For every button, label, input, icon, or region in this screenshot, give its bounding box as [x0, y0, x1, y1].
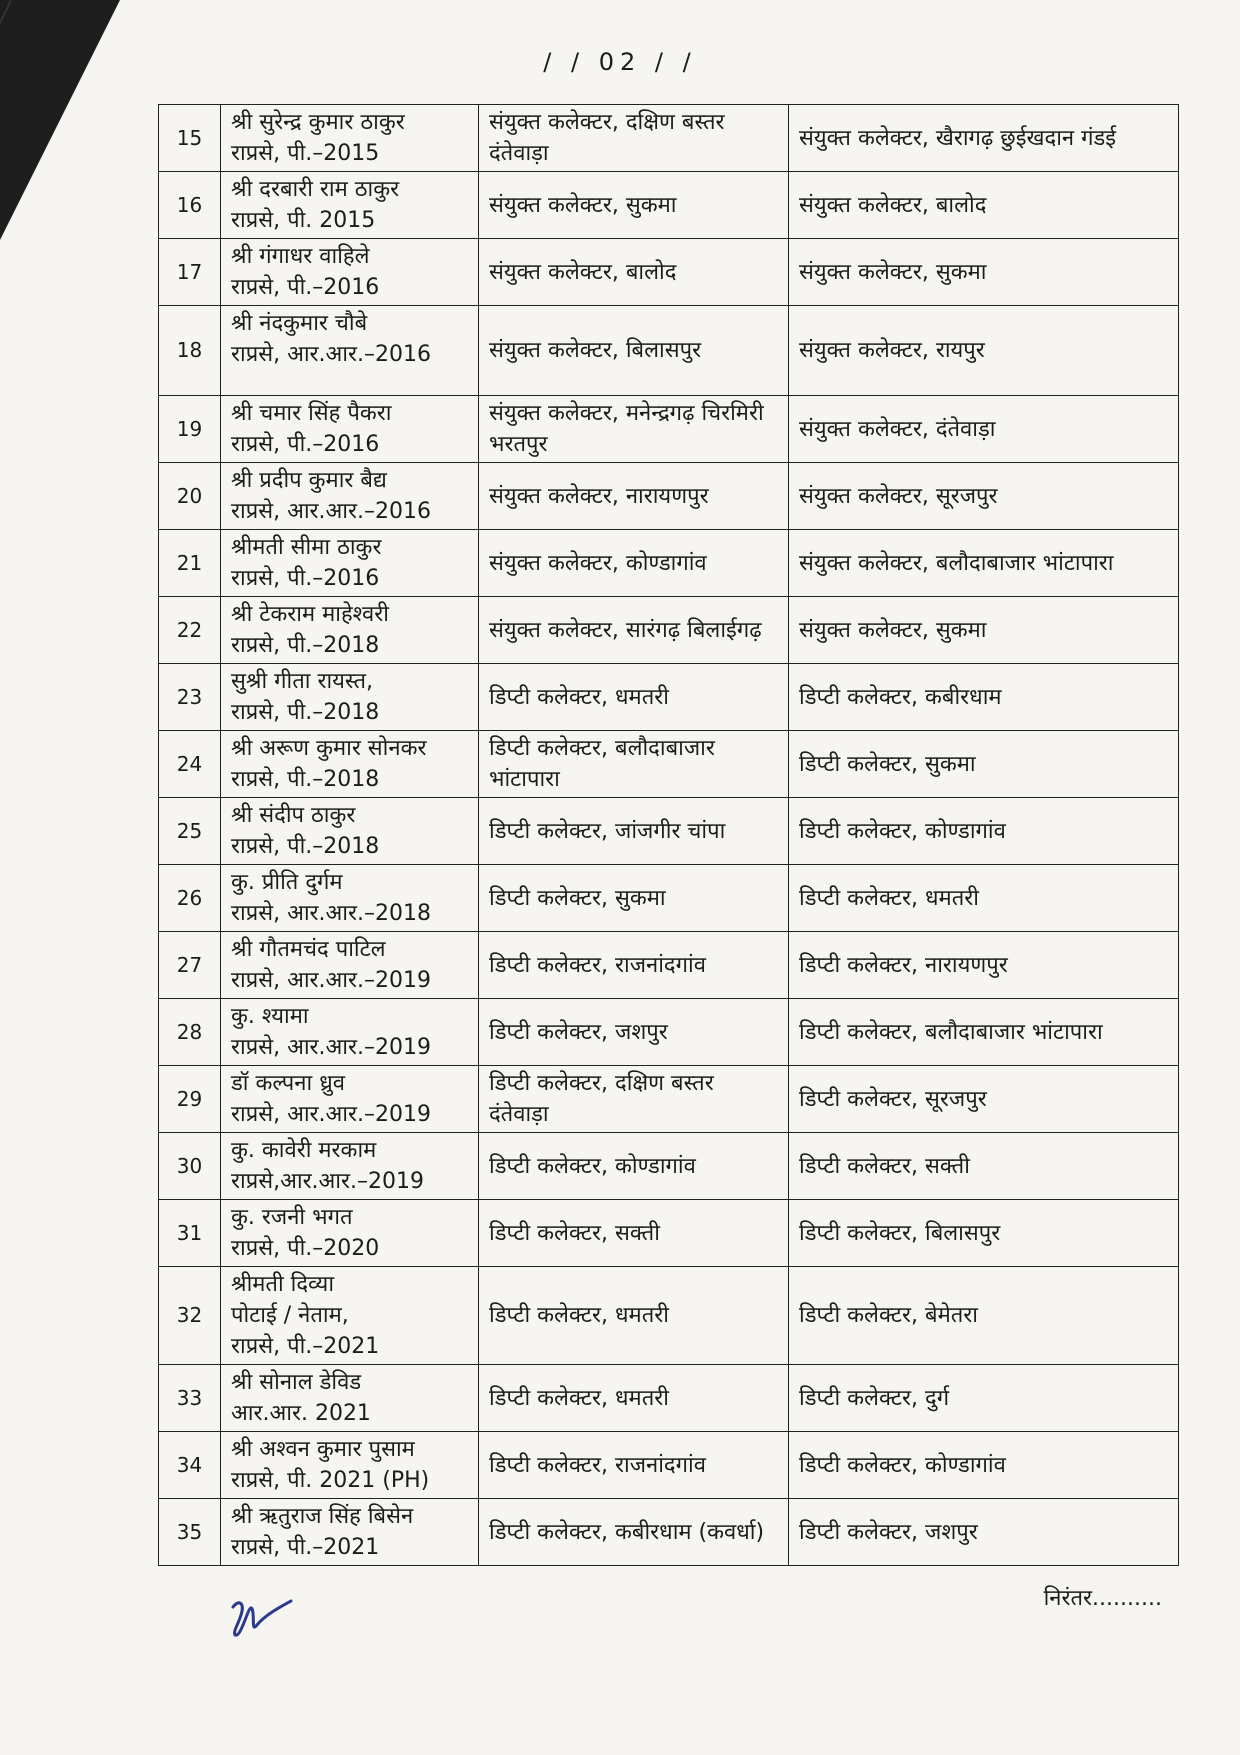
officer-name-line: राप्रसे, पी.–2018 [231, 834, 380, 859]
officer-name-cell [221, 396, 479, 463]
serial-number: 34 [159, 1432, 221, 1499]
officer-name-line: डॉ कल्पना ध्रुव [231, 1071, 345, 1096]
serial-number: 32 [159, 1267, 221, 1365]
officer-name-cell [221, 172, 479, 239]
current-posting-cell: संयुक्त कलेक्टर, सारंगढ़ बिलाईगढ़ [479, 597, 789, 664]
new-posting-cell: डिप्टी कलेक्टर, सक्ती [789, 1133, 1179, 1200]
table-row [159, 1066, 1179, 1133]
officer-name-line: राप्रसे, पी.–2018 [231, 633, 380, 658]
new-posting-cell: डिप्टी कलेक्टर, कोण्डागांव [789, 1432, 1179, 1499]
officer-name-line: राप्रसे,आर.आर.–2019 [231, 1169, 425, 1194]
serial-number: 33 [159, 1365, 221, 1432]
table-row [159, 530, 1179, 597]
new-posting-cell: डिप्टी कलेक्टर, धमतरी [789, 865, 1179, 932]
officer-name-cell [221, 664, 479, 731]
serial-number: 24 [159, 731, 221, 798]
table-row [159, 105, 1179, 172]
officer-name-line: श्री सुरेन्द्र कुमार ठाकुर [231, 110, 405, 135]
current-posting-cell: डिप्टी कलेक्टर, राजनांदगांव [479, 932, 789, 999]
officer-name-line: कु. प्रीति दुर्गम [231, 870, 343, 895]
officer-name-cell [221, 1432, 479, 1499]
serial-number: 17 [159, 239, 221, 306]
officer-name-line: सुश्री गीता रायस्त, [231, 669, 374, 694]
officer-name-line: राप्रसे, पी.–2016 [231, 566, 380, 591]
page-number: / / 02 / / [543, 48, 697, 76]
current-posting-cell: डिप्टी कलेक्टर, कोण्डागांव [479, 1133, 789, 1200]
current-posting-cell: संयुक्त कलेक्टर, बालोद [479, 239, 789, 306]
officer-name-cell [221, 1267, 479, 1365]
new-posting-cell: डिप्टी कलेक्टर, सुकमा [789, 731, 1179, 798]
current-posting-cell: संयुक्त कलेक्टर, दक्षिण बस्तर दंतेवाड़ा [479, 105, 789, 172]
table-row [159, 1432, 1179, 1499]
table-row [159, 306, 1179, 396]
officer-name-cell [221, 530, 479, 597]
new-posting-cell: डिप्टी कलेक्टर, दुर्ग [789, 1365, 1179, 1432]
officer-name-cell [221, 239, 479, 306]
new-posting-cell: डिप्टी कलेक्टर, कोण्डागांव [789, 798, 1179, 865]
current-posting-cell: संयुक्त कलेक्टर, नारायणपुर [479, 463, 789, 530]
table-row [159, 172, 1179, 239]
current-posting-cell: डिप्टी कलेक्टर, जशपुर [479, 999, 789, 1066]
current-posting-cell: डिप्टी कलेक्टर, राजनांदगांव [479, 1432, 789, 1499]
table-row [159, 396, 1179, 463]
new-posting-cell: डिप्टी कलेक्टर, बलौदाबाजार भांटापारा [789, 999, 1179, 1066]
current-posting-cell: डिप्टी कलेक्टर, सक्ती [479, 1200, 789, 1267]
serial-number: 25 [159, 798, 221, 865]
serial-number: 23 [159, 664, 221, 731]
officer-name-line: राप्रसे, पी.–2018 [231, 767, 380, 792]
new-posting-cell: संयुक्त कलेक्टर, खैरागढ़ छुईखदान गंडई [789, 105, 1179, 172]
new-posting-cell: संयुक्त कलेक्टर, बालोद [789, 172, 1179, 239]
officer-name-line: श्री ऋतुराज सिंह बिसेन [231, 1504, 414, 1529]
table-row [159, 1133, 1179, 1200]
officer-name-line: राप्रसे, पी.–2018 [231, 700, 380, 725]
officer-name-line: कु. कावेरी मरकाम [231, 1138, 377, 1163]
current-posting-cell: संयुक्त कलेक्टर, बिलासपुर [479, 306, 789, 396]
officer-name-line: श्री संदीप ठाकुर [231, 803, 356, 828]
serial-number: 18 [159, 306, 221, 396]
officer-name-cell [221, 865, 479, 932]
serial-number: 21 [159, 530, 221, 597]
new-posting-cell: डिप्टी कलेक्टर, नारायणपुर [789, 932, 1179, 999]
serial-number: 19 [159, 396, 221, 463]
serial-number: 30 [159, 1133, 221, 1200]
table-row [159, 463, 1179, 530]
officer-name-line: श्रीमती सीमा ठाकुर [231, 535, 382, 560]
officer-name-cell [221, 731, 479, 798]
new-posting-cell: डिप्टी कलेक्टर, जशपुर [789, 1499, 1179, 1566]
officer-name-cell [221, 105, 479, 172]
new-posting-cell: संयुक्त कलेक्टर, दंतेवाड़ा [789, 396, 1179, 463]
table-row [159, 865, 1179, 932]
table-row [159, 597, 1179, 664]
table-row [159, 731, 1179, 798]
officer-name-line: पोटाई / नेताम, [231, 1303, 349, 1328]
officer-name-cell [221, 463, 479, 530]
officer-name-line: श्री टेकराम माहेश्वरी [231, 602, 389, 627]
officer-name-line: राप्रसे, पी.–2021 [231, 1334, 380, 1359]
officer-name-line: राप्रसे, आर.आर.–2016 [231, 499, 432, 524]
current-posting-cell: संयुक्त कलेक्टर, मनेन्द्रगढ़ चिरमिरी भरतपुर [479, 396, 789, 463]
new-posting-cell: संयुक्त कलेक्टर, बलौदाबाजार भांटापारा [789, 530, 1179, 597]
new-posting-cell: डिप्टी कलेक्टर, सूरजपुर [789, 1066, 1179, 1133]
officer-name-line: राप्रसे, आर.आर.–2016 [231, 342, 432, 367]
officer-name-line: श्री चमार सिंह पैकरा [231, 401, 392, 426]
officer-name-cell [221, 306, 479, 396]
serial-number: 26 [159, 865, 221, 932]
officer-name-line: राप्रसे, आर.आर.–2018 [231, 901, 432, 926]
officer-name-line: श्री सोनाल डेविड [231, 1370, 362, 1395]
serial-number: 28 [159, 999, 221, 1066]
officer-name-cell [221, 1133, 479, 1200]
table-row [159, 1365, 1179, 1432]
officer-name-line: राप्रसे, पी.–2021 [231, 1535, 380, 1560]
new-posting-cell: संयुक्त कलेक्टर, रायपुर [789, 306, 1179, 396]
officer-name-line: राप्रसे, पी. 2021 (PH) [231, 1468, 430, 1493]
officer-name-cell [221, 932, 479, 999]
serial-number: 22 [159, 597, 221, 664]
officer-name-cell [221, 1365, 479, 1432]
officer-name-line: कु. रजनी भगत [231, 1205, 353, 1230]
continued-text: निरंतर.......... [1043, 1586, 1162, 1611]
serial-number: 35 [159, 1499, 221, 1566]
signature-icon [225, 1585, 295, 1645]
new-posting-cell: डिप्टी कलेक्टर, बिलासपुर [789, 1200, 1179, 1267]
table-row [159, 932, 1179, 999]
officer-name-line: श्रीमती दिव्या [231, 1272, 335, 1297]
table-row [159, 1267, 1179, 1365]
current-posting-cell: डिप्टी कलेक्टर, सुकमा [479, 865, 789, 932]
officer-name-line: श्री नंदकुमार चौबे [231, 311, 368, 336]
transfer-table [158, 104, 1179, 1566]
officer-name-line: राप्रसे, आर.आर.–2019 [231, 968, 432, 993]
table-row [159, 1200, 1179, 1267]
new-posting-cell: डिप्टी कलेक्टर, कबीरधाम [789, 664, 1179, 731]
serial-number: 29 [159, 1066, 221, 1133]
officer-name-line: राप्रसे, पी.–2020 [231, 1236, 380, 1261]
current-posting-cell: डिप्टी कलेक्टर, जांजगीर चांपा [479, 798, 789, 865]
officer-name-line: राप्रसे, आर.आर.–2019 [231, 1102, 432, 1127]
officer-name-line: श्री गंगाधर वाहिले [231, 244, 370, 269]
officer-name-line: राप्रसे, पी.–2016 [231, 275, 380, 300]
table-row [159, 798, 1179, 865]
officer-name-cell [221, 597, 479, 664]
current-posting-cell: संयुक्त कलेक्टर, कोण्डागांव [479, 530, 789, 597]
new-posting-cell: संयुक्त कलेक्टर, सूरजपुर [789, 463, 1179, 530]
officer-name-line: आर.आर. 2021 [231, 1401, 371, 1426]
current-posting-cell: डिप्टी कलेक्टर, कबीरधाम (कवर्धा) [479, 1499, 789, 1566]
serial-number: 15 [159, 105, 221, 172]
officer-name-cell [221, 1066, 479, 1133]
officer-name-line: राप्रसे, पी. 2015 [231, 208, 376, 233]
officer-name-line: श्री गौतमचंद पाटिल [231, 937, 386, 962]
officer-name-cell [221, 1499, 479, 1566]
officer-name-cell [221, 1200, 479, 1267]
officer-name-line: राप्रसे, पी.–2016 [231, 432, 380, 457]
officer-name-line: श्री अश्वन कुमार पुसाम [231, 1437, 415, 1462]
current-posting-cell: डिप्टी कलेक्टर, धमतरी [479, 1267, 789, 1365]
serial-number: 31 [159, 1200, 221, 1267]
officer-name-line: श्री प्रदीप कुमार बैद्य [231, 468, 387, 493]
serial-number: 16 [159, 172, 221, 239]
table-row [159, 664, 1179, 731]
officer-name-line: कु. श्यामा [231, 1004, 309, 1029]
officer-name-cell [221, 999, 479, 1066]
officer-name-line: श्री अरूण कुमार सोनकर [231, 736, 427, 761]
current-posting-cell: डिप्टी कलेक्टर, बलौदाबाजार भांटापारा [479, 731, 789, 798]
officer-name-line: राप्रसे, पी.–2015 [231, 141, 380, 166]
new-posting-cell: डिप्टी कलेक्टर, बेमेतरा [789, 1267, 1179, 1365]
current-posting-cell: संयुक्त कलेक्टर, सुकमा [479, 172, 789, 239]
current-posting-cell: डिप्टी कलेक्टर, धमतरी [479, 1365, 789, 1432]
current-posting-cell: डिप्टी कलेक्टर, दक्षिण बस्तर दंतेवाड़ा [479, 1066, 789, 1133]
current-posting-cell: डिप्टी कलेक्टर, धमतरी [479, 664, 789, 731]
table-row [159, 999, 1179, 1066]
scan-edge-shadow [0, 0, 120, 240]
table-row [159, 1499, 1179, 1566]
table-row [159, 239, 1179, 306]
new-posting-cell: संयुक्त कलेक्टर, सुकमा [789, 239, 1179, 306]
serial-number: 20 [159, 463, 221, 530]
officer-name-cell [221, 798, 479, 865]
officer-name-line: श्री दरबारी राम ठाकुर [231, 177, 400, 202]
officer-name-line: राप्रसे, आर.आर.–2019 [231, 1035, 432, 1060]
serial-number: 27 [159, 932, 221, 999]
new-posting-cell: संयुक्त कलेक्टर, सुकमा [789, 597, 1179, 664]
